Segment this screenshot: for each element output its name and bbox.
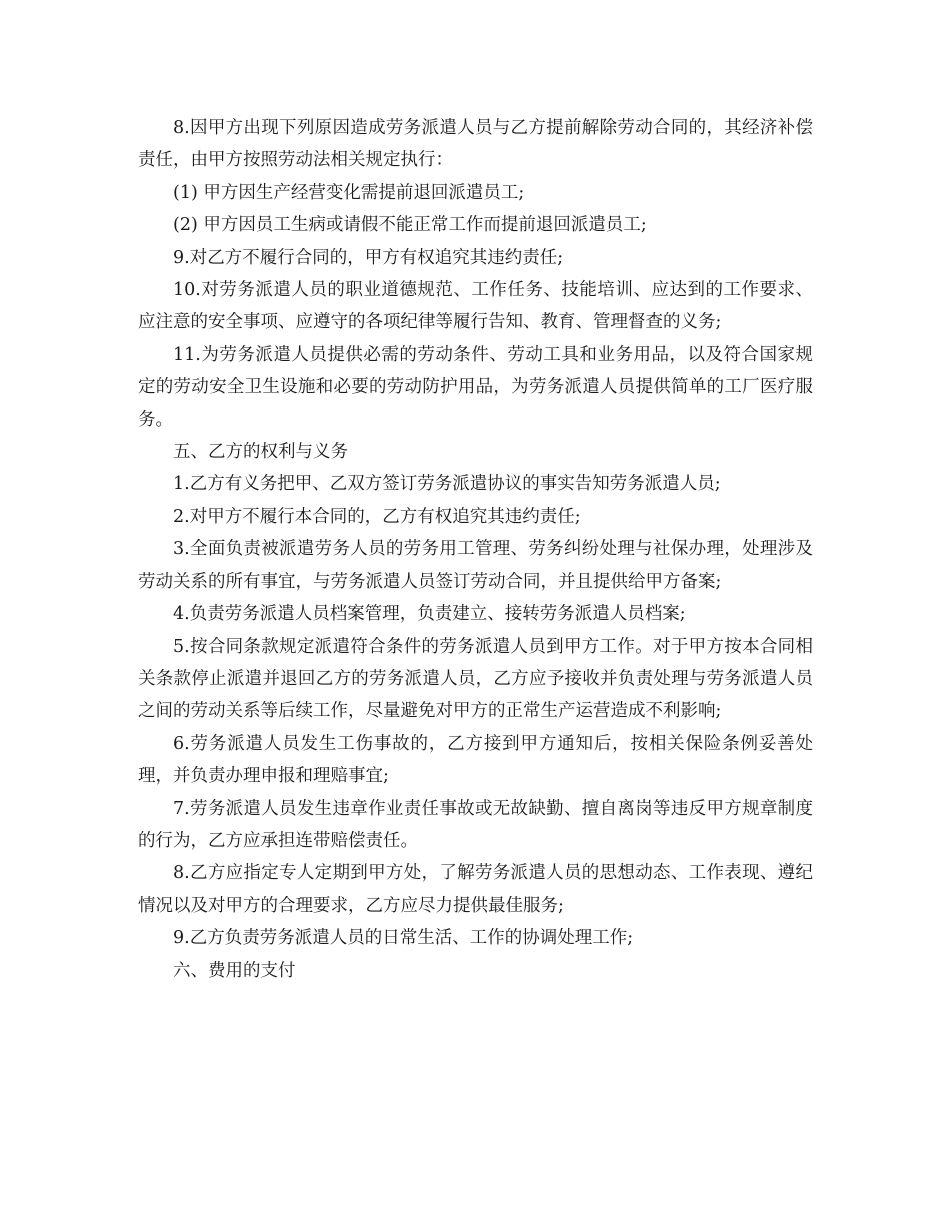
clause-b2: 2.对甲方不履行本合同的，乙方有权追究其违约责任; bbox=[173, 506, 581, 527]
clause-b3: 3.全面负责被派遣劳务人员的劳务用工管理、劳务纠纷处理与社保办理，处理涉及劳动关系的所有事宜，与劳务派遣人员签订劳动合同，并且提供给甲方备案; bbox=[138, 539, 813, 592]
clause-a8-item-2: (2) 甲方因员工生病或请假不能正常工作而提前退回派遣员工; bbox=[173, 215, 647, 236]
clause-b5: 5.按合同条款规定派遣符合条件的劳务派遣人员到甲方工作。对于甲方按本合同相关条款停止派遣并退回乙方的劳务派遣人员，乙方应予接收并负责处理与劳务派遣人员之间的劳动关系等后续工作，尽量避免对甲方的正常生产运营造成不利影响; bbox=[138, 636, 813, 722]
clause-b1: 1.乙方有义务把甲、乙双方签订劳务派遣协议的事实告知劳务派遣人员; bbox=[173, 474, 721, 495]
clause-a9: 9.对乙方不履行合同的，甲方有权追究其违约责任; bbox=[173, 247, 564, 268]
document-body bbox=[138, 112, 813, 987]
clause-b9: 9.乙方负责劳务派遣人员的日常生活、工作的协调处理工作; bbox=[173, 928, 634, 949]
clause-b7: 7.劳务派遣人员发生违章作业责任事故或无故缺勤、擅自离岗等违反甲方规章制度的行为，乙方应承担连带赔偿责任。 bbox=[138, 798, 813, 851]
clause-b6: 6.劳务派遣人员发生工伤事故的，乙方接到甲方通知后，按相关保险条例妥善处理，并负责办理申报和理赔事宜; bbox=[138, 733, 813, 787]
clause-a11: 11.为劳务派遣人员提供必需的劳动条件、劳动工具和业务用品，以及符合国家规定的劳动安全卫生设施和必要的劳动防护用品，为劳务派遣人员提供简单的工厂医疗服务。 bbox=[138, 344, 813, 430]
section-heading-5: 五、乙方的权利与义务 bbox=[173, 442, 348, 463]
clause-a8: 8.因甲方出现下列原因造成劳务派遣人员与乙方提前解除劳动合同的，其经济补偿责任，由甲方按照劳动法相关规定执行： bbox=[138, 118, 813, 171]
clause-b4: 4.负责劳务派遣人员档案管理，负责建立、接转劳务派遣人员档案; bbox=[173, 604, 686, 625]
clause-b8: 8.乙方应指定专人定期到甲方处，了解劳务派遣人员的思想动态、工作表现、遵纪情况以及对甲方的合理要求，乙方应尽力提供最佳服务; bbox=[138, 863, 813, 916]
clause-a8-item-1: (1) 甲方因生产经营变化需提前退回派遣员工; bbox=[173, 182, 525, 203]
section-heading-6: 六、费用的支付 bbox=[173, 960, 296, 981]
clause-a10: 10.对劳务派遣人员的职业道德规范、工作任务、技能培训、应达到的工作要求、应注意的安全事项、应遵守的各项纪律等履行告知、教育、管理督查的义务; bbox=[138, 280, 813, 333]
